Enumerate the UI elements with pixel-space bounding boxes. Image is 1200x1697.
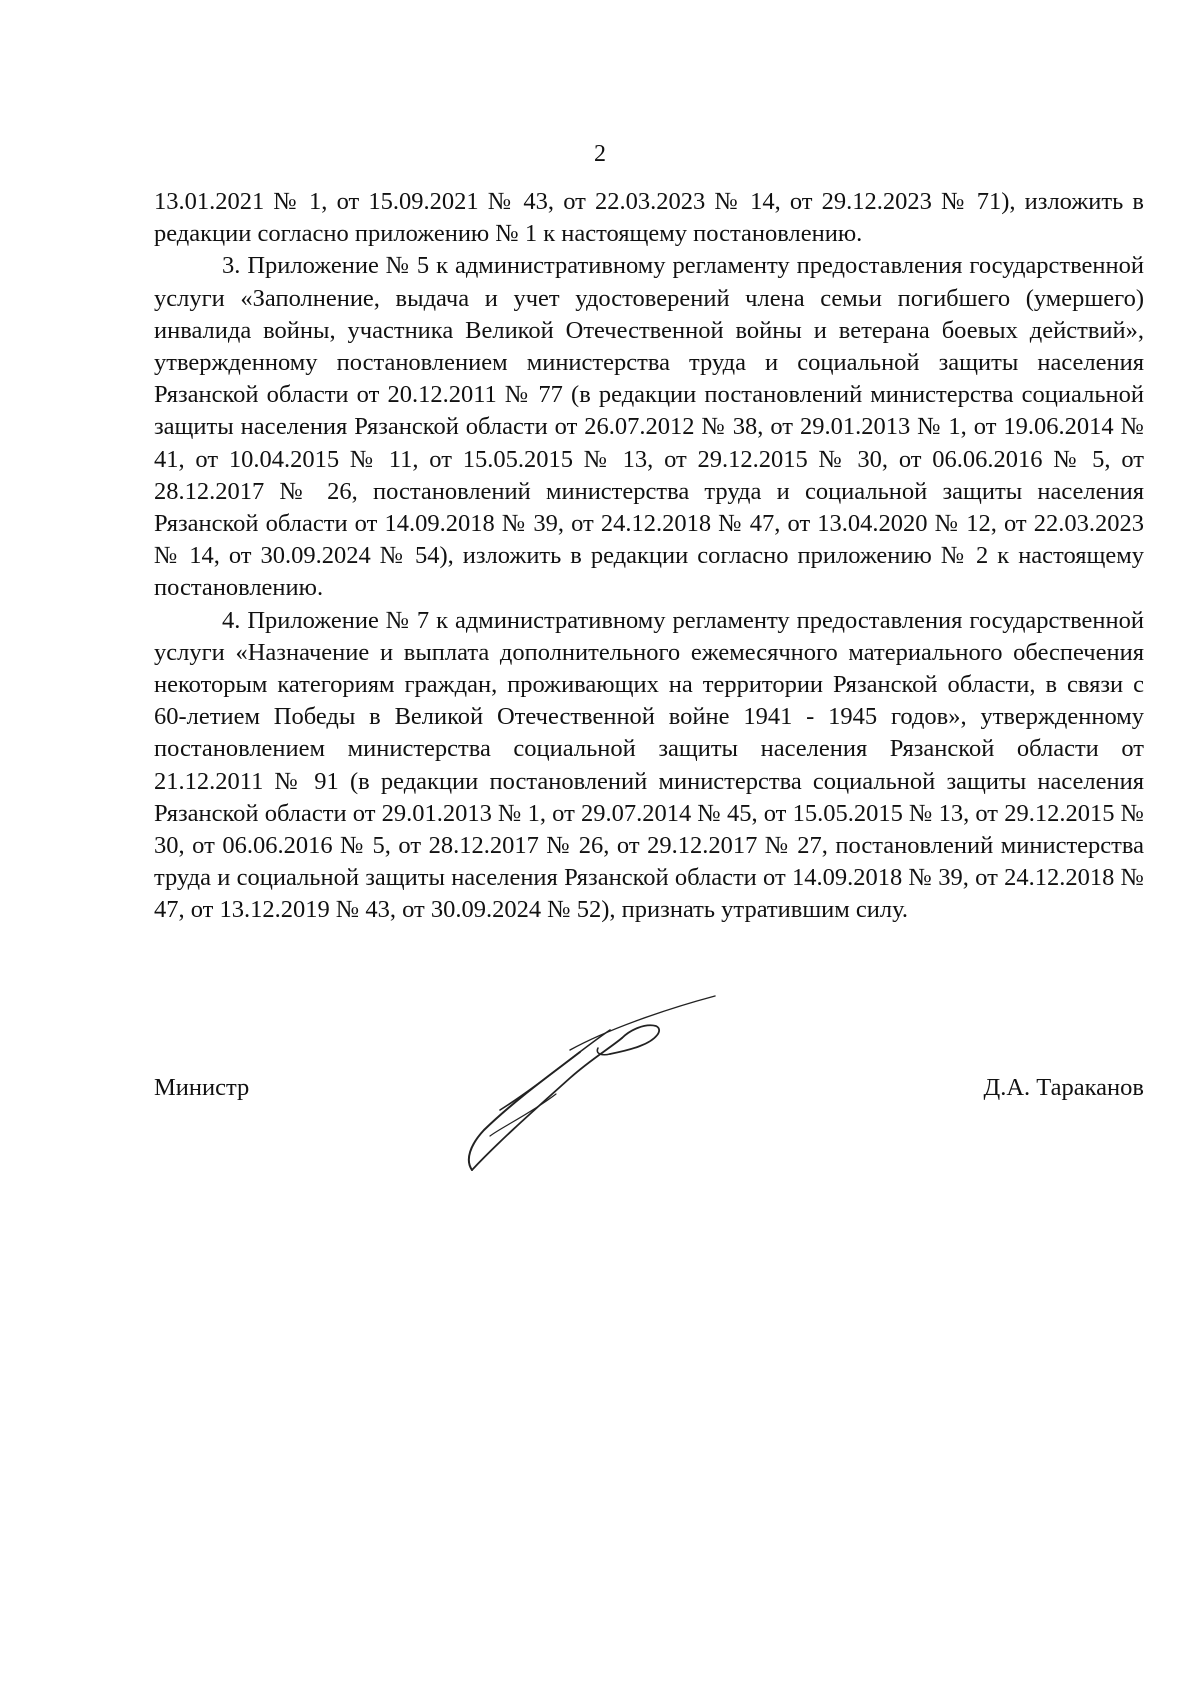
document-body <box>154 186 1144 927</box>
signatory-name: Д.А. Тараканов <box>983 1074 1144 1101</box>
paragraph-continuation: 13.01.2021 № 1, от 15.09.2021 № 43, от 22.03.2023 № 14, от 29.12.2023 № 71), изложить в редакции согласно приложению № 1 к настоящему постановлению. <box>154 188 1144 248</box>
page-number: 2 <box>594 141 606 167</box>
signature-block <box>154 1072 1144 1112</box>
signatory-title: Министр <box>154 1074 250 1101</box>
paragraph-item-4: 4. Приложение № 7 к административному регламенту предоставления государственной услуги «Назначение и выплата дополнительного ежемесячного материального обеспечения некоторым категориям граждан, проживающих на территории Рязанской области, в связи с 60-летием Победы в Великой Отечественной войне 1941 - 1945 годов», утвержденному постановлением министерства социальной защиты населения Рязанской области от 21.12.2011 № 91 (в редакции постановлений министерства социальной защиты населения Рязанской области от 29.01.2013 № 1, от 29.07.2014 № 45, от 15.05.2015 № 13, от 29.12.2015 № 30, от 06.06.2016 № 5, от 28.12.2017 № 26, от 29.12.2017 № 27, постановлений министерства труда и социальной защиты населения Рязанской области от 14.09.2018 № 39, от 24.12.2018 № 47, от 13.12.2019 № 43, от 30.09.2024 № 52), признать утратившим силу. <box>154 606 1144 924</box>
paragraph-item-3: 3. Приложение № 5 к административному регламенту предоставления государственной услуги «Заполнение, выдача и учет удостоверений члена семьи погибшего (умершего) инвалида войны, участника Великой Отечественной войны и ветерана боевых действий», утвержденному постановлением министерства труда и социальной защиты населения Рязанской области от 20.12.2011 № 77 (в редакции постановлений министерства социальной защиты населения Рязанской области от 26.07.2012 № 38, от 29.01.2013 № 1, от 19.06.2014 № 41, от 10.04.2015 № 11, от 15.05.2015 № 13, от 29.12.2015 № 30, от 06.06.2016 № 5, от 28.12.2017 № 26, постановлений министерства труда и социальной защиты населения Рязанской области от 14.09.2018 № 39, от 24.12.2018 № 47, от 13.04.2020 № 12, от 22.03.2023 № 14, от 30.09.2024 № 54), изложить в редакции согласно приложению № 2 к настоящему постановлению. <box>154 252 1144 602</box>
